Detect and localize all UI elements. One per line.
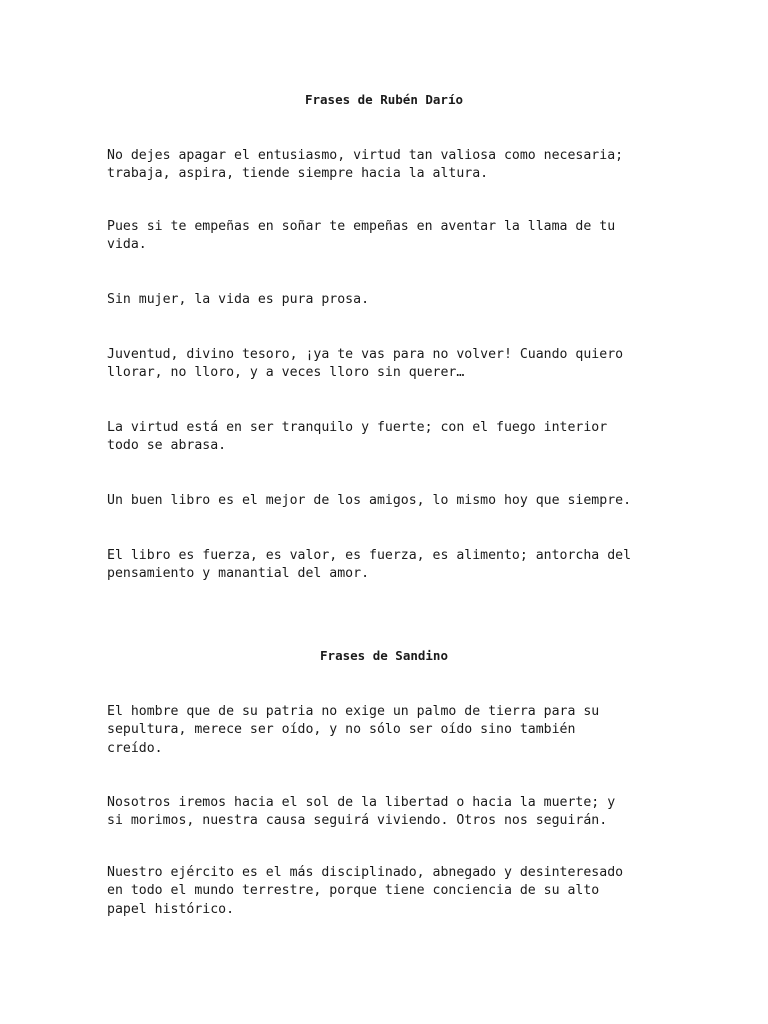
quote-paragraph: El libro es fuerza, es valor, es fuerza, es alimento; antorcha del pensamiento y manantial del amor. (107, 548, 632, 582)
quote-paragraph: Juventud, divino tesoro, ¡ya te vas para no volver! Cuando quiero llorar, no lloro, y a veces lloro sin querer… (107, 347, 624, 381)
quote-paragraph: No dejes apagar el entusiasmo, virtud tan valiosa como necesaria; trabaja, aspira, tiende siempre hacia la altura. (107, 148, 624, 182)
quote-paragraph: Nuestro ejército es el más disciplinado, abnegado y desinteresado en todo el mundo terrestre, porque tiene conciencia de su alto papel histórico. (107, 865, 624, 917)
quote-paragraph: Un buen libro es el mejor de los amigos, lo mismo hoy que siempre. (107, 493, 632, 508)
quote-paragraph: Nosotros iremos hacia el sol de la libertad o hacia la muerte; y si morimos, nuestra causa seguirá viviendo. Otros nos seguirán. (107, 795, 616, 829)
section-title-ruben-dario: Frases de Rubén Darío (304, 92, 464, 107)
section-title-sandino: Frases de Sandino (320, 648, 448, 663)
quote-paragraph: Pues si te empeñas en soñar te empeñas en aventar la llama de tu vida. (107, 219, 616, 253)
quote-paragraph: La virtud está en ser tranquilo y fuerte; con el fuego interior todo se abrasa. (107, 420, 608, 454)
quote-paragraph: Sin mujer, la vida es pura prosa. (107, 292, 370, 307)
quote-paragraph: El hombre que de su patria no exige un palmo de tierra para su sepultura, merece ser oído, y no sólo ser oído sino también creído. (107, 704, 600, 756)
